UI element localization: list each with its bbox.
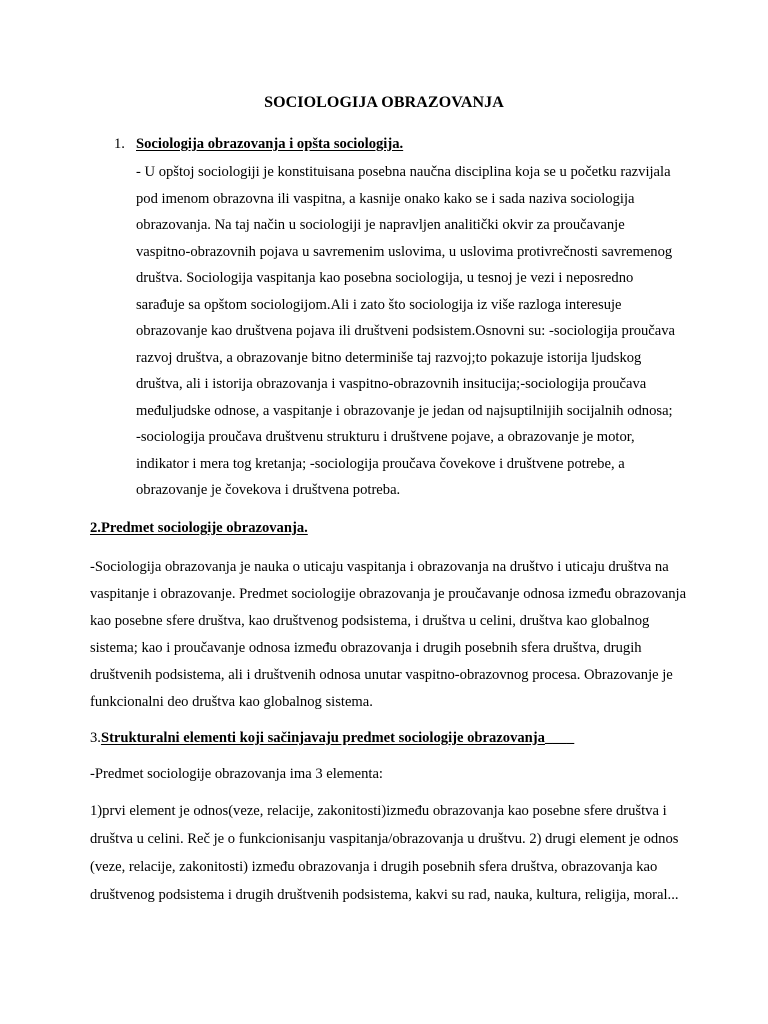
section-1-heading	[114, 135, 403, 154]
section-2-body	[90, 554, 690, 716]
section-1-number: 1.	[114, 136, 125, 152]
section-2-heading: 2.Predmet sociologije obrazovanja.	[90, 520, 308, 536]
section-3-heading	[90, 728, 574, 748]
section-3-body	[90, 797, 710, 909]
section-1-paragraph: - U opštoj sociologiji je konstituisana posebna naučna disciplina koja se u početku razvijala pod imenom obrazovna ili vaspitna, a kasnije onako kako se i sada naziva sociologija obrazovanja. Na taj način u sociologiji je napravljen analitički okvir za proučavanje vaspitno-obrazovnih pojava u savremenim uslovima, u uslovima protivrečnosti savremenog društva. Sociologija vaspitanja kao posebna sociologija, u tesnoj je vezi i neposredno sarađuje sa opštom sociologijom.Ali i zato što sociologija iz više razloga interesuje obrazovanje kao društvena pojava ili društveni podsistem.Osnovni su: -sociologija proučava razvoj društva, a obrazovanje bitno determiniše taj razvoj;to pokazuje istorija ljudskog društva, ali i istorija obrazovanja i vaspitno-obrazovnih insitucija;-sociologija proučava međuljudske odnose, a vaspitanje i obrazovanje je jedan od najsuptilnijih socijalnih odnosa; -sociologija proučava društvenu strukturu i društvene pojave, a obrazovanje je motor, indikator i mera tog kretanja; -sociologija proučava čovekove i društvene potrebe, a obrazovanje je čovekova i društvena potreba.	[136, 164, 676, 498]
document-title: SOCIOLOGIJA OBRAZOVANJA	[264, 94, 504, 111]
section-3-paragraph: 1)prvi element je odnos(veze, relacije, zakonitosti)između obrazovanja kao posebne sfere društva i društva u celini. Reč je o funkcionisanju vaspitanja/obrazovanja u društvu. 2) drugi element je odnos (veze, relacije, zakonitosti) između obrazovanja i drugih posebnih sfera društva, obrazovanja kao društvenog podsistema i drugih društvenih podsistema, kakvi su rad, nauka, kultura, religija, moral...	[90, 803, 679, 903]
section-3-title: Strukturalni elementi koji sačinjavaju predmet sociologije obrazovanja	[100, 730, 545, 746]
section-2-paragraph: -Sociologija obrazovanja je nauka o uticaju vaspitanja i obrazovanja na društvo i uticaju društva na vaspitanje i obrazovanje. Predmet sociologije obrazovanja je proučavanje odnosa između obrazovanja kao posebne sfere društva, kao društvenog podsistema, i društva u celini, društva kao globalnog sistema; kao i proučavanje odnosa između obrazovanja i drugih posebnih sfera društva, drugih društvenih podsistema, ali i društvenih odnosa unutar vaspitno-obrazovnog procesa. Obrazovanje je funkcionalni deo društva kao globalnog sistema.	[90, 559, 687, 710]
section-3-title-trail: ____	[544, 730, 575, 746]
section-1-title: Sociologija obrazovanja i opšta sociologija.	[136, 136, 404, 152]
section-1-body	[136, 159, 676, 504]
section-3-intro: -Predmet sociologije obrazovanja ima 3 elementa:	[90, 766, 383, 782]
section-3-number: 3.	[90, 730, 101, 746]
